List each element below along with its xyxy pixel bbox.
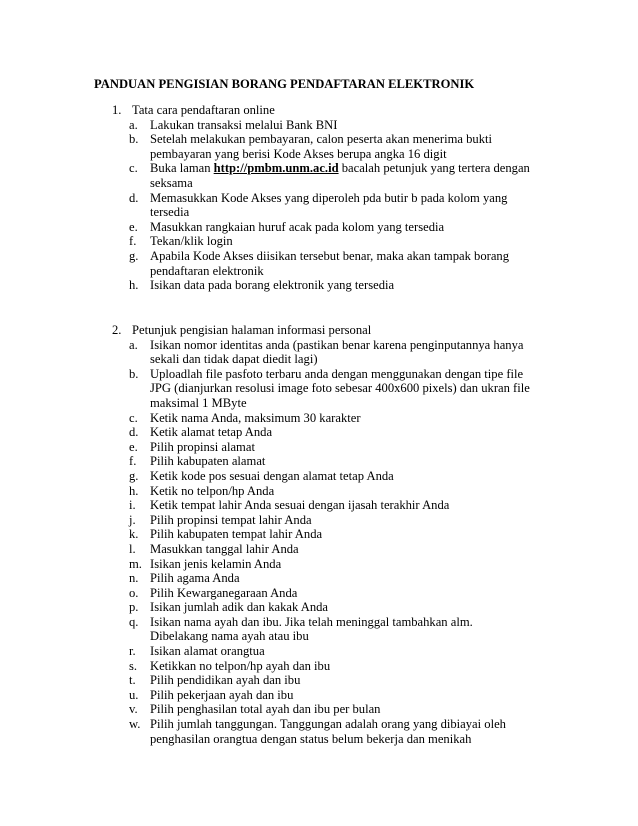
- list-item: [112, 278, 542, 293]
- list-item: [112, 615, 542, 644]
- item-letter: e.: [129, 439, 138, 454]
- item-text: Pilih jumlah tanggungan. Tanggungan adalah orang yang dibiayai oleh penghasilan orangtua dengan status belum bekerja dan menikah: [150, 717, 506, 746]
- list-item: [112, 367, 542, 411]
- list-item: [112, 702, 542, 717]
- item-letter: d.: [129, 190, 139, 205]
- item-text: [150, 161, 530, 190]
- list-item: [112, 161, 542, 190]
- item-letter: j.: [129, 512, 136, 527]
- item-text: Isikan jenis kelamin Anda: [150, 556, 282, 571]
- item-text: Setelah melakukan pembayaran, calon peserta akan menerima bukti pembayaran yang berisi Kode Akses berupa angka 16 digit: [150, 132, 492, 161]
- pmbm-link[interactable]: http://pmbm.unm.ac.id: [213, 161, 339, 176]
- item-letter: m.: [129, 556, 142, 571]
- item-text: Pilih propinsi alamat: [150, 439, 255, 454]
- item-letter: w.: [129, 717, 141, 732]
- list-item: [112, 542, 542, 557]
- item-text: Pilih kabupaten tempat lahir Anda: [150, 527, 323, 542]
- item-text: Uploadlah file pasfoto terbaru anda dengan menggunakan dengan tipe file JPG (dianjurkan resolusi image foto sebesar 400x600 pixels) dan ukran file maksimal 1 MByte: [150, 366, 530, 410]
- item-text: Ketik no telpon/hp Anda: [150, 483, 275, 498]
- item-letter: g.: [129, 468, 139, 483]
- item-letter: h.: [129, 483, 139, 498]
- item-letter: l.: [129, 541, 136, 556]
- list-item: [112, 586, 542, 601]
- section-number: 2.: [112, 323, 122, 337]
- item-text: Pilih penghasilan total ayah dan ibu per bulan: [150, 702, 381, 717]
- section-heading: [112, 103, 542, 118]
- item-letter: u.: [129, 687, 139, 702]
- list-item: [112, 527, 542, 542]
- list-item: [112, 338, 542, 367]
- section-heading: [112, 323, 542, 338]
- item-letter: q.: [129, 614, 139, 629]
- item-text: Ketikkan no telpon/hp ayah dan ibu: [150, 658, 331, 673]
- list-item: [112, 644, 542, 659]
- list-item: [112, 249, 542, 278]
- item-letter: i.: [129, 498, 136, 513]
- list-item: [112, 484, 542, 499]
- list-item: [112, 688, 542, 703]
- item-letter: a.: [129, 117, 138, 132]
- list-item: [112, 513, 542, 528]
- item-text: Isikan nama ayah dan ibu. Jika telah meninggal tambahkan alm. Dibelakang nama ayah atau ibu: [150, 614, 473, 644]
- item-letter: c.: [129, 161, 138, 176]
- list-item: [112, 469, 542, 484]
- item-text: Lakukan transaksi melalui Bank BNI: [150, 117, 338, 132]
- section-tata-cara: [112, 103, 542, 293]
- list-item: [112, 425, 542, 440]
- item-text: Ketik nama Anda, maksimum 30 karakter: [150, 410, 361, 425]
- item-letter: d.: [129, 425, 139, 440]
- item-letter: f.: [129, 454, 137, 469]
- item-text: Apabila Kode Akses diisikan tersebut benar, maka akan tampak borang pendaftaran elektronik: [150, 248, 510, 278]
- list-item: [112, 717, 542, 746]
- item-letter: k.: [129, 527, 139, 542]
- item-letter: g.: [129, 248, 139, 263]
- item-letter: n.: [129, 571, 139, 586]
- section-heading-text: Tata cara pendaftaran online: [132, 103, 275, 117]
- item-text: Pilih agama Anda: [150, 571, 240, 586]
- item-text: Tekan/klik login: [150, 234, 233, 249]
- list-item: [112, 571, 542, 586]
- item-text: Isikan nomor identitas anda (pastikan benar karena penginputannya hanya sekali dan tidak dapat diedit lagi): [150, 337, 524, 367]
- item-text: Isikan jumlah adik dan kakak Anda: [150, 600, 329, 615]
- item-text: Pilih propinsi tempat lahir Anda: [150, 512, 312, 527]
- list-item: [112, 498, 542, 513]
- item-letter: c.: [129, 410, 138, 425]
- list-item: [112, 659, 542, 674]
- item-letter: e.: [129, 219, 138, 234]
- item-letter: h.: [129, 278, 139, 293]
- list-item: [112, 118, 542, 133]
- item-text: Isikan data pada borang elektronik yang tersedia: [150, 278, 395, 293]
- item-text: Pilih Kewarganegaraan Anda: [150, 585, 298, 600]
- item-text: Ketik tempat lahir Anda sesuai dengan ijasah terakhir Anda: [150, 498, 450, 513]
- item-list: [112, 338, 542, 747]
- list-item: [112, 440, 542, 455]
- item-letter: f.: [129, 234, 137, 249]
- item-text: Memasukkan Kode Akses yang diperoleh pda butir b pada kolom yang tersedia: [150, 190, 508, 220]
- item-letter: b.: [129, 132, 139, 147]
- list-item: [112, 234, 542, 249]
- item-text: Pilih pendidikan ayah dan ibu: [150, 673, 301, 688]
- item-text: Masukkan rangkaian huruf acak pada kolom yang tersedia: [150, 219, 445, 234]
- item-text-before: Buka laman: [150, 161, 214, 176]
- section-number: 1.: [112, 103, 122, 117]
- list-item: [112, 191, 542, 220]
- section-heading-text: Petunjuk pengisian halaman informasi personal: [132, 323, 372, 337]
- list-item: [112, 600, 542, 615]
- item-letter: t.: [129, 673, 136, 688]
- list-item: [112, 411, 542, 426]
- list-item: [112, 454, 542, 469]
- item-text: Pilih pekerjaan ayah dan ibu: [150, 687, 294, 702]
- section-petunjuk: [112, 323, 542, 746]
- item-letter: v.: [129, 702, 138, 717]
- list-item: [112, 557, 542, 572]
- item-text: Isikan alamat orangtua: [150, 644, 265, 659]
- document-title: PANDUAN PENGISIAN BORANG PENDAFTARAN ELEKTRONIK: [94, 77, 475, 91]
- item-letter: r.: [129, 644, 136, 659]
- item-text: Ketik kode pos sesuai dengan alamat tetap Anda: [150, 468, 394, 483]
- item-text: Pilih kabupaten alamat: [150, 454, 266, 469]
- item-text-after: bacalah petunjuk yang tertera dengan seksama: [150, 161, 530, 190]
- item-list: [112, 118, 542, 293]
- list-item: [112, 220, 542, 235]
- item-letter: s.: [129, 658, 138, 673]
- item-letter: p.: [129, 600, 139, 615]
- list-item: [112, 132, 542, 161]
- item-letter: a.: [129, 337, 138, 352]
- item-text: Masukkan tanggal lahir Anda: [150, 541, 299, 556]
- item-text: Ketik alamat tetap Anda: [150, 425, 273, 440]
- item-letter: o.: [129, 585, 139, 600]
- list-item: [112, 673, 542, 688]
- item-letter: b.: [129, 366, 139, 381]
